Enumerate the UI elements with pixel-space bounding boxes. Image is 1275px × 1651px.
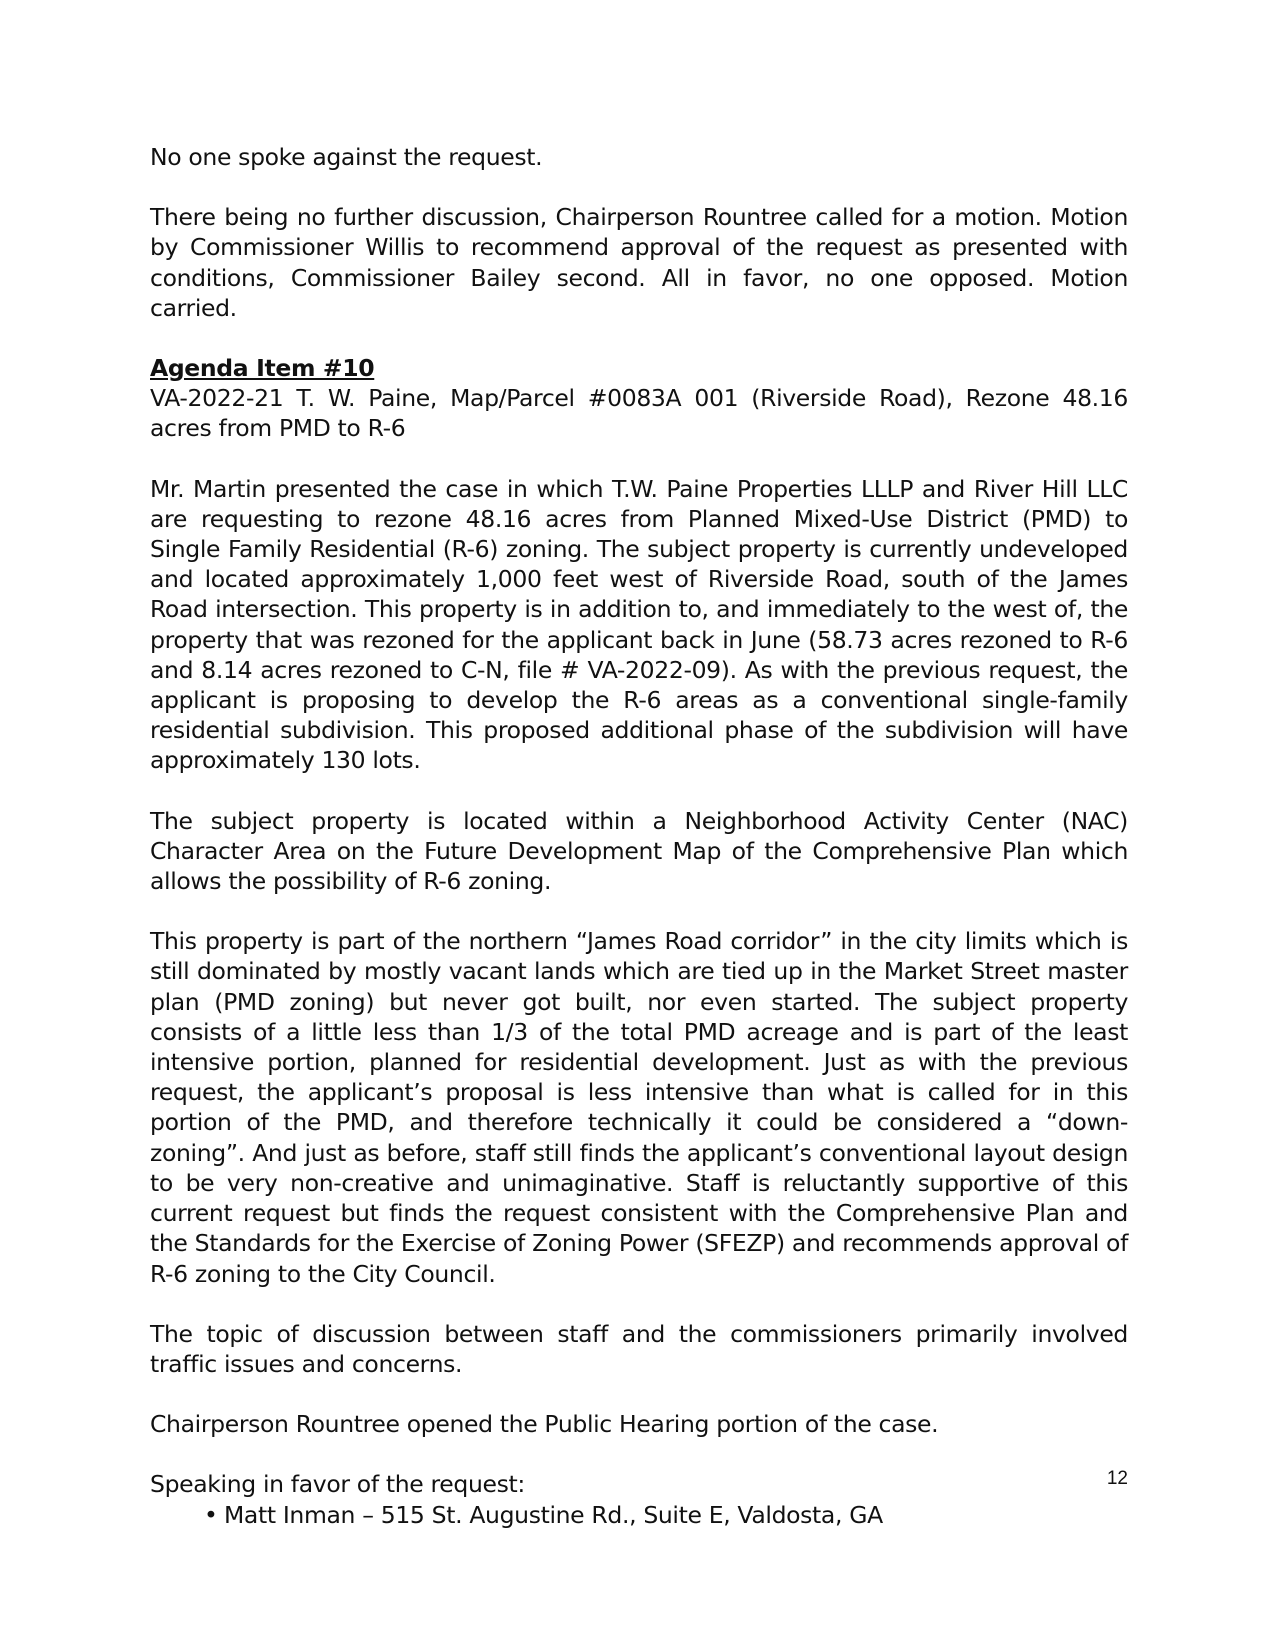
paragraph-corridor: This property is part of the northern “James Road corridor” in the city limits which is still dominated by mostly vacant lands which are tied up in the Market Street master plan (PMD zoning) but never got built, nor even started. The subject property consists of a little less than 1/3 of the total PMD acreage and is part of the least intensive portion, planned for residential development. Just as with the previous request, the applicant’s proposal is less intensive than what is called for in this portion of the PMD, and therefore technically it could be considered a “down-zoning”. And just as before, staff still finds the applicant’s conventional layout design to be very non-creative and unimaginative. Staff is reluctantly supportive of this current request but finds the request consistent with the Comprehensive Plan and the Standards for the Exercise of Zoning Power (SFEZP) and recommends approval of R-6 zoning to the City Council. bbox=[150, 927, 1128, 1288]
paragraph-character-area: The subject property is located within a Neighborhood Activity Center (NAC) Character Area on the Future Development Map of the Comprehensive Plan which allows the possibility of R-6 zoning. bbox=[150, 806, 1128, 896]
bullet-icon: • bbox=[204, 1500, 218, 1529]
paragraph-discussion: The topic of discussion between staff and the commissioners primarily involved traffic issues and concerns. bbox=[150, 1319, 1128, 1378]
page-number: 12 bbox=[1106, 1468, 1128, 1489]
speakers-list bbox=[150, 1500, 1128, 1530]
agenda-item-subtitle: VA-2022-21 T. W. Paine, Map/Parcel #0083A 001 (Riverside Road), Rezone 48.16 acres from PMD to R-6 bbox=[150, 384, 1128, 443]
document-page bbox=[150, 142, 1128, 1530]
paragraph-speaking-in-favor: Speaking in favor of the request: bbox=[150, 1470, 525, 1499]
speaker-entry: Matt Inman – 515 St. Augustine Rd., Suite E, Valdosta, GA bbox=[224, 1500, 883, 1529]
list-item bbox=[150, 1500, 1128, 1530]
paragraph-motion: There being no further discussion, Chairperson Rountree called for a motion. Motion by Commissioner Willis to recommend approval of the request as presented with conditions, Commissioner Bailey second. All in favor, no one opposed. Motion carried. bbox=[150, 203, 1128, 322]
paragraph-case-presentation: Mr. Martin presented the case in which T.W. Paine Properties LLLP and River Hill LLC are requesting to rezone 48.16 acres from Planned Mixed-Use District (PMD) to Single Family Residential (R-6) zoning. The subject property is currently undeveloped and located approximately 1,000 feet west of Riverside Road, south of the James Road intersection. This property is in addition to, and immediately to the west of, the property that was rezoned for the applicant back in June (58.73 acres rezoned to R-6 and 8.14 acres rezoned to C-N, file # VA-2022-09). As with the previous request, the applicant is proposing to develop the R-6 areas as a conventional single-family residential subdivision. This proposed additional phase of the subdivision will have approximately 130 lots. bbox=[150, 474, 1128, 775]
paragraph-public-hearing: Chairperson Rountree opened the Public Hearing portion of the case. bbox=[150, 1410, 939, 1439]
agenda-item-heading: Agenda Item #10 bbox=[150, 354, 375, 383]
paragraph-no-opposition: No one spoke against the request. bbox=[150, 143, 543, 171]
